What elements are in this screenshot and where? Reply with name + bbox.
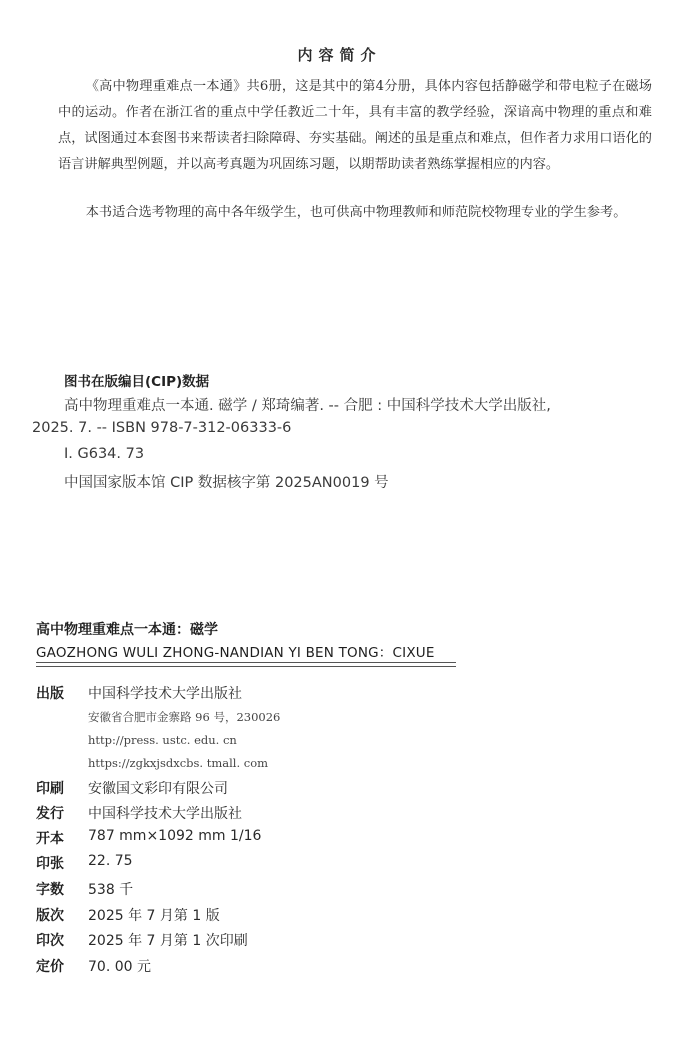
format-value: 787 mm×1092 mm 1/16 — [88, 828, 262, 844]
publisher-address: 安徽省合肥市金寨路 96 号，230026 — [88, 710, 281, 724]
distributor-label: 发行 — [36, 806, 64, 822]
format-label: 开本 — [36, 831, 64, 847]
intro-title: 内容简介 — [297, 46, 382, 64]
words-label: 字数 — [36, 882, 64, 898]
publisher-website: http://press. ustc. edu. cn — [88, 733, 237, 747]
divider-line — [36, 666, 456, 667]
cip-line-2: 2025. 7. -- ISBN 978-7-312-06333-6 — [32, 420, 292, 436]
cip-line-3: Ⅰ. G634. 73 — [64, 446, 145, 462]
cip-line-4: 中国国家版本馆 CIP 数据核字第 2025AN0019 号 — [64, 475, 389, 491]
divider-line — [36, 662, 456, 663]
intro-paragraph-1: 《高中物理重难点一本通》共6册，这是其中的第4分册，具体内容包括静磁学和带电粒子在磁场中的运动。作者在浙江省的重点中学任教近二十年，具有丰富的教学经验，深谙高中物理的重点和难点，试图通过本套图书来帮读者扫除障碍、夯实基础。阐述的虽是重点和难点，但作者力求用口语化的语言讲解典型例题，并以高考真题为巩固练习题，以期帮助读者熟练掌握相应的内容。 — [58, 79, 652, 172]
printer-value: 安徽国文彩印有限公司 — [88, 781, 228, 797]
price-label: 定价 — [36, 959, 64, 975]
printing-label: 印次 — [36, 933, 64, 949]
words-value: 538 千 — [88, 882, 134, 898]
sheets-value: 22. 75 — [88, 853, 133, 869]
book-title: 高中物理重难点一本通：磁学 — [36, 622, 218, 638]
intro-paragraph-2: 本书适合选考物理的高中各年级学生，也可供高中物理教师和师范院校物理专业的学生参考。 — [85, 205, 627, 220]
publisher-label: 出版 — [36, 686, 64, 702]
distributor-value: 中国科学技术大学出版社 — [88, 806, 242, 822]
sheets-label: 印张 — [36, 856, 64, 872]
publisher-shop: https://zgkxjsdxcbs. tmall. com — [88, 756, 269, 770]
printer-label: 印刷 — [36, 781, 64, 797]
price-value: 70. 00 元 — [88, 959, 151, 975]
cip-heading: 图书在版编目(CIP)数据 — [64, 374, 210, 390]
publisher-value: 中国科学技术大学出版社 — [88, 686, 242, 702]
edition-value: 2025 年 7 月第 1 版 — [88, 908, 220, 924]
book-pinyin-title: GAOZHONG WULI ZHONG-NANDIAN YI BEN TONG：CIXUE — [36, 645, 435, 661]
edition-label: 版次 — [36, 908, 64, 924]
cip-line-1: 高中物理重难点一本通. 磁学 / 郑琦编著. -- 合肥 : 中国科学技术大学出版社, — [64, 398, 551, 414]
printing-value: 2025 年 7 月第 1 次印刷 — [88, 933, 248, 949]
